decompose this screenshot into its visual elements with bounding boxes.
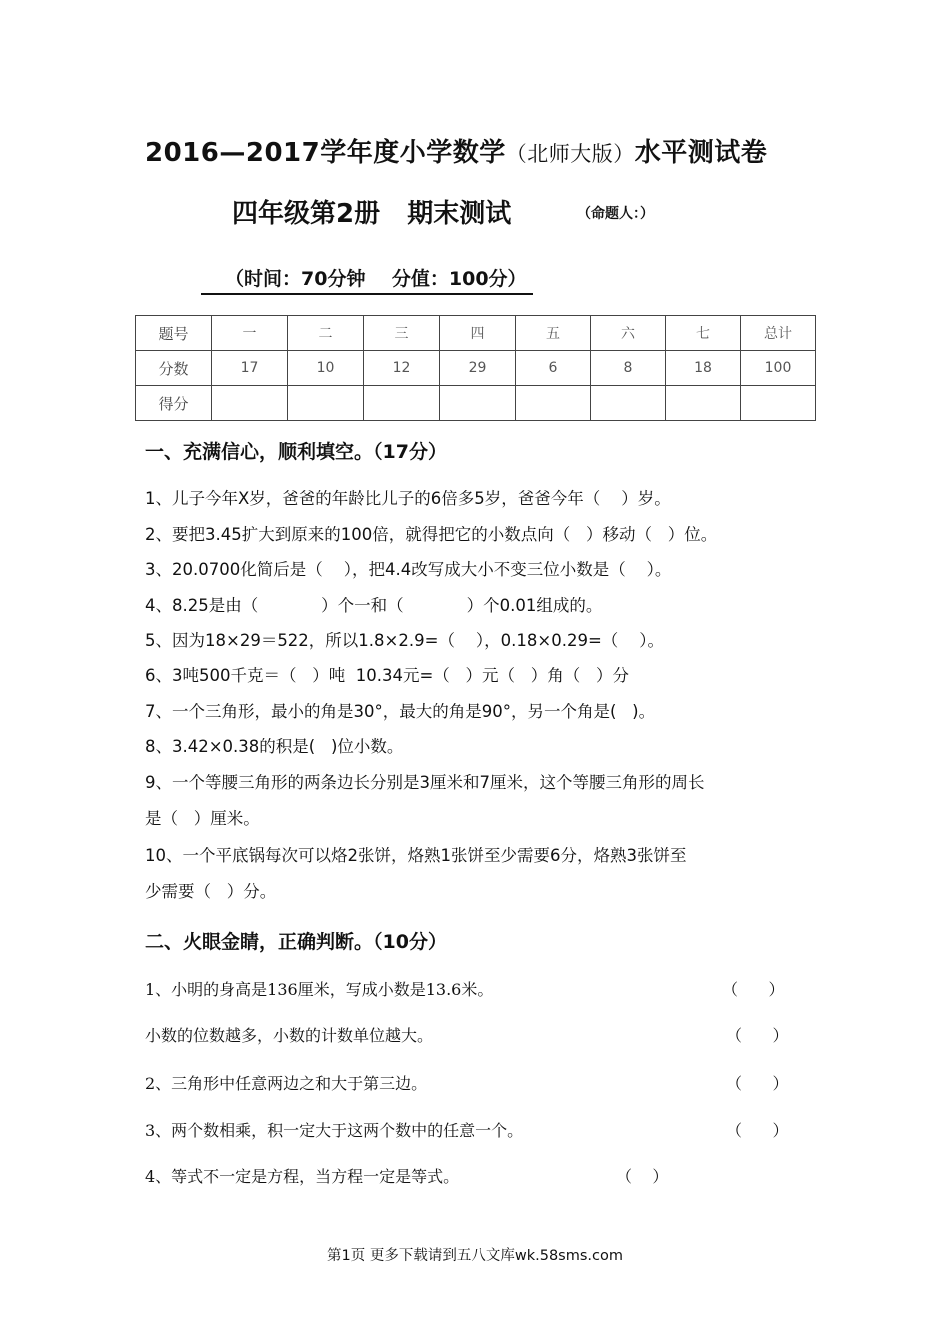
question-10-line-1: 10、一个平底锅每次可以烙2张饼，烙熟1张饼至少需要6分，烙熟3张饼至 <box>145 846 687 865</box>
document-subtitle: 四年级第2册 期末测试 <box>232 199 512 229</box>
title-edition: （北师大版） <box>505 142 635 166</box>
points-cell: 10 <box>288 351 364 386</box>
points-cell: 18 <box>666 351 741 386</box>
question-3: 3、20.0700化简后是（ ），把4.4改写成大小不变三位小数是（ ）。 <box>145 560 672 579</box>
time-score-info: （时间：70分钟 分值：100分） <box>201 264 533 295</box>
column-header: 六 <box>591 316 666 351</box>
score-cell <box>288 386 364 421</box>
score-cell <box>516 386 591 421</box>
points-cell: 17 <box>212 351 288 386</box>
score-cell <box>666 386 741 421</box>
score-cell <box>440 386 516 421</box>
row-label: 分数 <box>136 351 212 386</box>
points-cell: 8 <box>591 351 666 386</box>
row-label: 题号 <box>136 316 212 351</box>
title-prefix: 2016—2017学年度小学数学 <box>145 138 506 168</box>
judgement-4: 4、等式不一定是方程，当方程一定是等式。 <box>145 1167 460 1186</box>
question-10-line-2: 少需要（ ）分。 <box>145 882 277 901</box>
column-header: 五 <box>516 316 591 351</box>
column-header: 四 <box>440 316 516 351</box>
score-table <box>135 315 816 421</box>
score-cell <box>212 386 288 421</box>
title-suffix: 水平测试卷 <box>634 138 768 168</box>
question-9-line-2: 是（ ）厘米。 <box>145 809 260 828</box>
answer-blank: （ ） <box>726 1026 789 1045</box>
question-9-line-1: 9、一个等腰三角形的两条边长分别是3厘米和7厘米，这个等腰三角形的周长 <box>145 773 705 792</box>
judgement-3: 3、两个数相乘，积一定大于这两个数中的任意一个。 <box>145 1121 524 1140</box>
table-row-scores <box>136 386 816 421</box>
column-header: 二 <box>288 316 364 351</box>
table-row-question-numbers <box>136 316 816 351</box>
points-cell: 12 <box>364 351 440 386</box>
column-header: 七 <box>666 316 741 351</box>
judgement-1b: 小数的位数越多，小数的计数单位越大。 <box>145 1026 434 1045</box>
document-title <box>145 132 767 169</box>
score-cell <box>364 386 440 421</box>
answer-blank: （ ） <box>726 1074 789 1093</box>
question-1: 1、儿子今年X岁，爸爸的年龄比儿子的6倍多5岁，爸爸今年（ ）岁。 <box>145 489 671 508</box>
question-6: 6、3吨500千克＝（ ）吨 10.34元=（ ）元（ ）角（ ）分 <box>145 666 629 685</box>
answer-blank: （ ） <box>726 1121 789 1140</box>
column-header: 总计 <box>741 316 816 351</box>
section-1-heading: 一、充满信心，顺利填空。（17分） <box>145 441 447 463</box>
answer-blank: （ ） <box>722 980 785 999</box>
section-2-heading: 二、火眼金睛，正确判断。（10分） <box>145 931 447 953</box>
judgement-1: 1、小明的身高是136厘米，写成小数是13.6米。 <box>145 980 494 999</box>
points-cell: 6 <box>516 351 591 386</box>
score-cell <box>741 386 816 421</box>
points-cell: 29 <box>440 351 516 386</box>
question-8: 8、3.42×0.38的积是( )位小数。 <box>145 737 404 756</box>
judgement-2: 2、三角形中任意两边之和大于第三边。 <box>145 1074 428 1093</box>
column-header: 三 <box>364 316 440 351</box>
column-header: 一 <box>212 316 288 351</box>
points-cell: 100 <box>741 351 816 386</box>
page-footer: 第1页 更多下载请到五八文库wk.58sms.com <box>327 1248 623 1264</box>
question-4: 4、8.25是由（ ）个一和（ ）个0.01组成的。 <box>145 596 603 615</box>
question-5: 5、因为18×29＝522，所以1.8×2.9=（ ），0.18×0.29=（ ）。 <box>145 631 665 650</box>
author-note: （命题人：） <box>577 206 654 222</box>
answer-blank: （ ） <box>616 1167 669 1186</box>
question-7: 7、一个三角形，最小的角是30°，最大的角是90°，另一个角是( )。 <box>145 702 656 721</box>
score-cell <box>591 386 666 421</box>
table-row-points <box>136 351 816 386</box>
question-2: 2、要把3.45扩大到原来的100倍，就得把它的小数点向（ ）移动（ ）位。 <box>145 525 718 544</box>
row-label: 得分 <box>136 386 212 421</box>
